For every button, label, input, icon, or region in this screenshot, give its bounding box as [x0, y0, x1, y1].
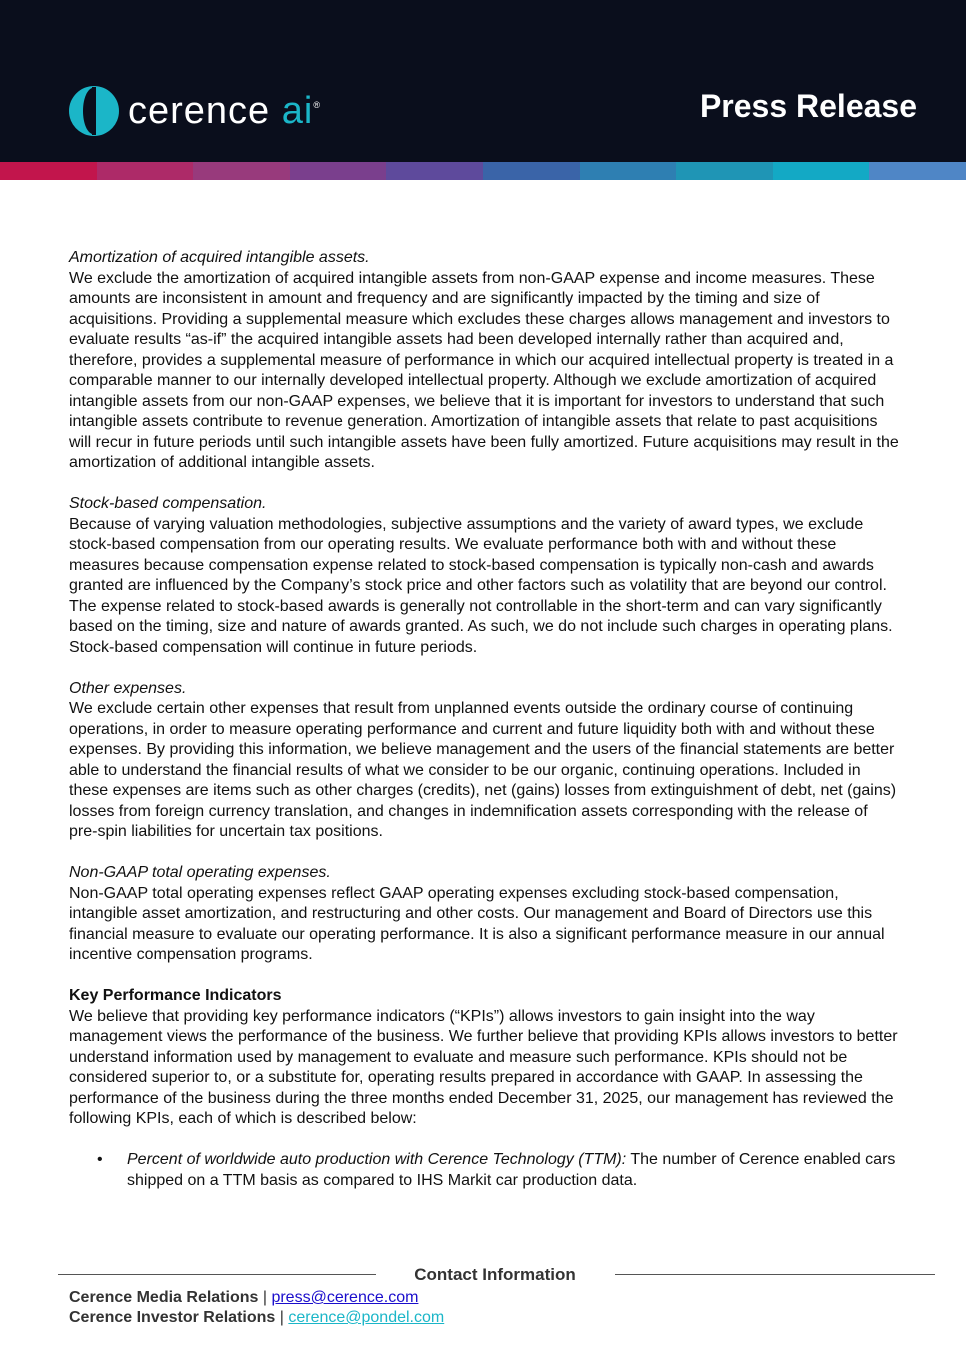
- stripe-segment: [676, 162, 773, 180]
- media-email-link[interactable]: press@cerence.com: [271, 1289, 419, 1306]
- section-body: We exclude the amortization of acquired intangible assets from non-GAAP expense and income measures. These amounts are inconsistent in amount and frequency and are significantly impacted by the timing and size of acquisitions. Providing a supplemental measure which excludes these charges allows management and investors to evaluate results “as-if” the acquired intangible assets had been developed internally rather than acquired and, therefore, provides a supplemental measure of performance in which our acquired intellectual property is treated in a comparable manner to our internally developed intellectual property. Although we exclude amortization of acquired intangible assets from our non-GAAP expenses, we believe that it is important for investors to understand that such intangible assets contribute to revenue generation. Amortization of intangible assets that relate to past acquisitions will recur in future periods until such intangible assets have been fully amortized. Future acquisitions may result in the amortization of additional intangible assets.: [69, 269, 899, 471]
- cerence-logo-icon: [68, 85, 120, 137]
- kpi-bullet-item: [69, 1150, 899, 1191]
- section-body: We believe that providing key performance indicators (“KPIs”) allows investors to gain insight into the way management views the performance of the business. We further believe that providing KPIs allows investors to better understand information used by management to evaluate and measure such performance. KPIs should not be considered superior to, or a substitute for, operating results prepared in accordance with GAAP. In assessing the performance of the business during the three months ended December 31, 2025, our management has reviewed the following KPIs, each of which is described below:: [69, 1007, 898, 1127]
- stripe-segment: [97, 162, 194, 180]
- footer-divider-right: [615, 1274, 935, 1275]
- media-relations-label: Cerence Media Relations: [69, 1289, 259, 1306]
- section-heading: Key Performance Indicators: [69, 987, 282, 1004]
- bullet-symbol: •: [97, 1151, 103, 1168]
- contact-information-title: Contact Information: [414, 1265, 576, 1284]
- stripe-segment: [193, 162, 290, 180]
- stripe-segment: [580, 162, 677, 180]
- media-relations-contact: [69, 1288, 418, 1308]
- stripe-segment: [869, 162, 966, 180]
- section-heading: Stock-based compensation.: [69, 495, 267, 512]
- page-header: [0, 0, 966, 162]
- separator: |: [258, 1289, 272, 1306]
- stripe-segment: [773, 162, 870, 180]
- section-heading: Amortization of acquired intangible assets.: [69, 249, 370, 266]
- color-stripe: [0, 162, 966, 180]
- separator: |: [275, 1309, 289, 1326]
- document-body: [69, 248, 899, 1212]
- section-amortization: [69, 248, 899, 474]
- stripe-segment: [0, 162, 97, 180]
- logo-wordmark: cerence ai®: [128, 90, 321, 132]
- section-other-expenses: [69, 679, 899, 843]
- section-kpi: [69, 986, 899, 1130]
- stripe-segment: [483, 162, 580, 180]
- press-release-title: Press Release: [699, 88, 917, 124]
- investor-email-link[interactable]: cerence@pondel.com: [288, 1309, 445, 1326]
- section-body: Non-GAAP total operating expenses reflect GAAP operating expenses excluding stock-based compensation, intangible asset amortization, and restructuring and other costs. Our management and Board of Directors use this financial measure to evaluate our operating performance. It is also a significant performance measure in our annual incentive compensation programs.: [69, 884, 885, 963]
- investor-relations-contact: [69, 1308, 444, 1328]
- stripe-segment: [386, 162, 483, 180]
- cerence-logo[interactable]: [68, 85, 321, 137]
- bullet-text: The number of Cerence enabled cars shipped on a TTM basis as compared to IHS Markit car production data.: [127, 1151, 896, 1189]
- section-heading: Non-GAAP total operating expenses.: [69, 864, 331, 881]
- section-heading: Other expenses.: [69, 679, 187, 697]
- investor-relations-label: Cerence Investor Relations: [69, 1309, 276, 1326]
- stripe-segment: [290, 162, 387, 180]
- section-body: We exclude certain other expenses that result from unplanned events outside the ordinary course of continuing operations, in order to measure operating performance and current and future liquidity both with and without these expenses. By providing this information, we believe management and the users of the financial statements are better able to understand the financial results of what we consider to be our organic, continuing operations. Included in these expenses are items such as other charges (credits), net (gains) losses from extinguishment of debt, net (gains) losses from foreign currency translation, and changes in indemnification assets corresponding with the release of pre-spin liabilities for uncertain tax positions.: [69, 700, 897, 840]
- footer-divider-left: [58, 1274, 376, 1275]
- section-stock-compensation: [69, 494, 899, 658]
- bullet-term: Percent of worldwide auto production with Cerence Technology (TTM):: [127, 1151, 627, 1168]
- section-non-gaap-opex: [69, 863, 899, 966]
- section-body: Because of varying valuation methodologies, subjective assumptions and the variety of award types, we exclude stock-based compensation from our operating results. We evaluate performance both with and without these measures because compensation expense related to stock-based compensation is typically non-cash and awards granted are influenced by the Company’s stock price and other factors such as volatility that are beyond our control. The expense related to stock-based awards is generally not controllable in the short-term and can vary significantly based on the timing, size and nature of awards granted. As such, we do not include such charges in operating plans. Stock-based compensation will continue in future periods.: [69, 515, 893, 656]
